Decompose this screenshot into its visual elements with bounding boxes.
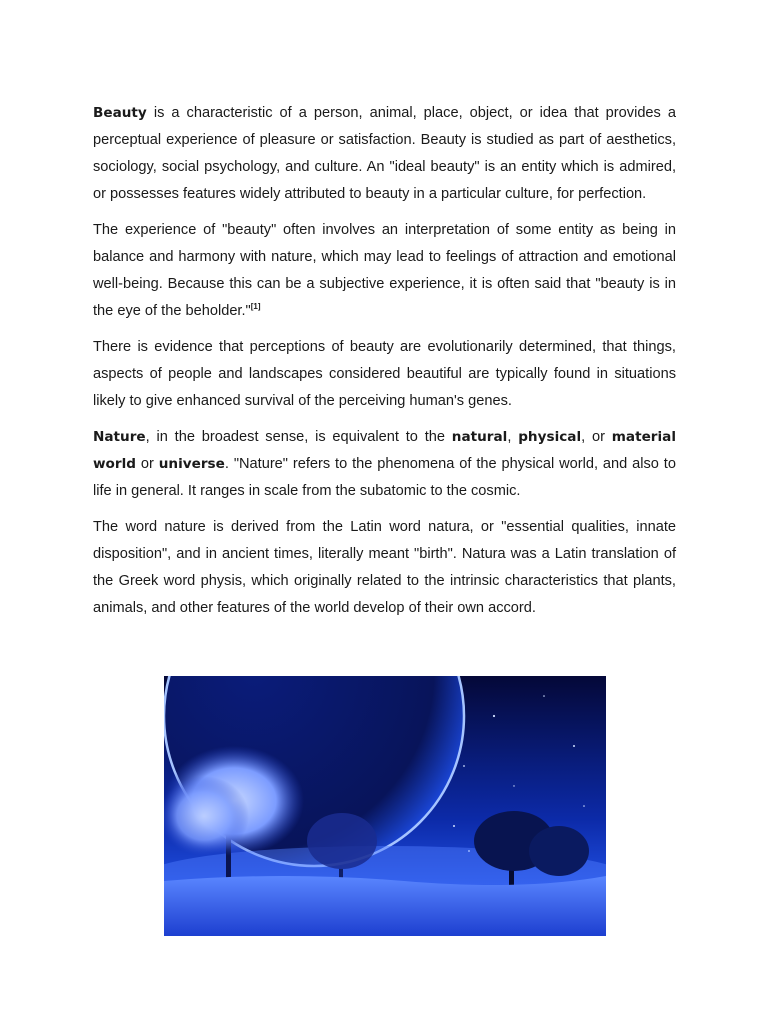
text-run: , — [507, 429, 519, 445]
text-run: or — [136, 456, 159, 472]
document-body — [93, 100, 676, 631]
text-run: The experience of "beauty" often involves an interpretation of some entity as being in balance and harmony with nature, which may lead to feelings of attraction and emotional well-being. Because this can be a subjective experience, it is often said that "beauty is in the eye of the beholder." — [93, 222, 676, 319]
paragraph-beauty-definition — [93, 100, 676, 208]
night-landscape-image — [164, 676, 606, 936]
bold-term: Nature — [93, 429, 146, 445]
paragraph-nature-definition — [93, 424, 676, 505]
snow-ground — [164, 876, 606, 936]
paragraph-beauty-experience — [93, 217, 676, 325]
text-run: , or — [581, 429, 612, 445]
bold-term: Beauty — [93, 105, 147, 121]
bold-term: physical — [518, 429, 582, 445]
bold-term: natural — [451, 429, 508, 445]
text-run: , in the broadest sense, is equivalent to the — [145, 429, 452, 445]
bold-term: material world — [93, 429, 676, 472]
paragraph-beauty-evolution — [93, 334, 676, 415]
citation-marker: [1] — [250, 302, 261, 311]
bold-term: universe — [158, 456, 225, 472]
text-run: The word nature is derived from the Latin word natura, or "essential qualities, innate disposition", and in ancient times, literally meant "birth". Natura was a Latin translation of the Greek word physis, which originally related to the intrinsic characteristics that plants, animals, and other features of the world develop of their own accord. — [93, 519, 676, 616]
paragraph-nature-etymology — [93, 514, 676, 622]
text-run: There is evidence that perceptions of beauty are evolutionarily determined, that things, aspects of people and landscapes considered beautiful are typically found in situations likely to give enhanced survival of the perceiving human's genes. — [93, 339, 676, 409]
text-run: is a characteristic of a person, animal, place, object, or idea that provides a perceptual experience of pleasure or satisfaction. Beauty is studied as part of aesthetics, sociology, social psychology, and culture. An "ideal beauty" is an entity which is admired, or possesses features widely attributed to beauty in a particular culture, for perfection. — [93, 105, 676, 202]
text-run: . "Nature" refers to the phenomena of the physical world, and also to life in general. It ranges in scale from the subatomic to the cosmic. — [93, 456, 676, 499]
